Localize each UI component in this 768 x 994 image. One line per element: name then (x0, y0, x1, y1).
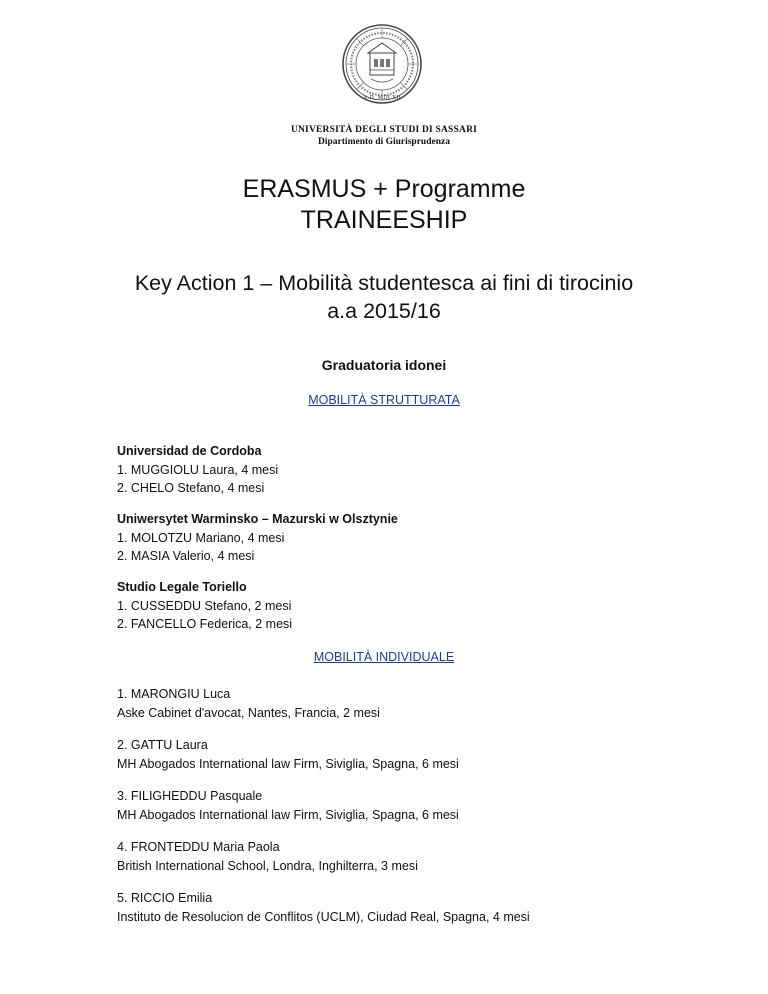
document-title-line-1: ERASMUS + Programme (242, 175, 526, 203)
document-title-line-2: TRAINEESHIP (300, 206, 468, 234)
placement-detail: MH Abogados International law Firm, Siviglia, Spagna, 6 mesi (117, 756, 459, 771)
list-item: 1. CUSSEDDU Stefano, 2 mesi (117, 598, 292, 613)
ranking-title: Graduatoria idonei (321, 357, 447, 373)
list-item: 1. MUGGIOLU Laura, 4 mesi (117, 462, 279, 477)
list-item: 1. MOLOTZU Mariano, 4 mesi (117, 530, 285, 545)
candidate-name: 5. RICCIO Emilia (117, 891, 213, 905)
institution-name: Universidad de Cordoba (117, 444, 262, 458)
placement-detail: British International School, Londra, Inghilterra, 3 mesi (117, 858, 418, 873)
candidate-name: 4. FRONTEDDU Maria Paola (117, 840, 280, 854)
list-item (117, 685, 380, 722)
individual-mobility-heading: MOBILITÀ INDIVIDUALE (313, 650, 455, 664)
placement-detail: Aske Cabinet d'avocat, Nantes, Francia, 2 mesi (117, 705, 380, 720)
list-item: 2. MASIA Valerio, 4 mesi (117, 549, 255, 563)
list-item (117, 889, 530, 926)
structured-mobility-heading: MOBILITÀ STRUTTURATA (308, 393, 460, 407)
list-item (117, 787, 459, 824)
structured-group (117, 510, 398, 566)
list-item: 2. FANCELLO Federica, 2 mesi (117, 617, 293, 631)
candidate-name: 2. GATTU Laura (117, 738, 208, 752)
university-seal-logo (341, 23, 423, 105)
placement-detail: Instituto de Resolucion de Conflitos (UCLM), Ciudad Real, Spagna, 4 mesi (117, 909, 530, 924)
subtitle-line-2: a.a 2015/16 (327, 299, 441, 323)
university-name: UNIVERSITÀ DEGLI STUDI DI SASSARI (290, 125, 478, 135)
structured-group (117, 578, 292, 634)
list-item: 2. CHELO Stefano, 4 mesi (117, 481, 265, 495)
list-item (117, 838, 418, 875)
candidate-name: 1. MARONGIU Luca (117, 687, 231, 701)
institution-name: Studio Legale Toriello (117, 580, 247, 594)
institution-name: Uniwersytet Warminsko – Mazurski w Olsztynie (117, 512, 398, 526)
placement-detail: MH Abogados International law Firm, Siviglia, Spagna, 6 mesi (117, 807, 459, 822)
candidate-name: 3. FILIGHEDDU Pasquale (117, 789, 263, 803)
list-item (117, 736, 459, 773)
seal-caption: A.D. MDLXII (362, 95, 402, 101)
structured-group (117, 442, 278, 498)
department-name: Dipartimento di Giurisprudenza (318, 137, 450, 147)
subtitle-line-1: Key Action 1 – Mobilità studentesca ai fini di tirocinio (134, 271, 634, 295)
